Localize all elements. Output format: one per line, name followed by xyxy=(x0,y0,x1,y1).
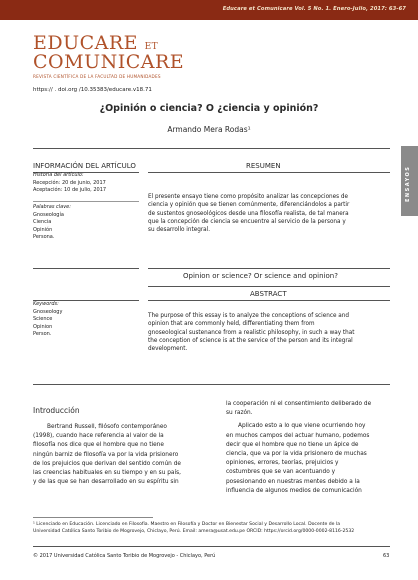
footnote-line: ¹ Licenciado en Educación. Licenciado en Filosofía. Maestro en Filosofía y Doctor en Bienestar Social y Desarrollo Local. Docente de la xyxy=(33,522,341,527)
copyright-line: © 2017 Universidad Católica Santo Toribio de Mogrovejo - Chiclayo, Perú xyxy=(33,553,216,559)
body-line: de los prejuicios que derivan del sentido común de xyxy=(33,460,181,467)
divider xyxy=(148,268,390,269)
divider xyxy=(33,201,139,202)
section-side-tab xyxy=(401,146,418,216)
body-line: filosofía nos dice que el hombre que no tiene xyxy=(33,442,164,449)
abstract-line: The purpose of this essay is to analyze the conceptions of science and xyxy=(148,313,349,319)
journal-issue-line: Educare et Comunicare Vol. 5 No. 1. Enero-Julio, 2017: 63-67 xyxy=(222,6,406,12)
info-heading: INFORMACIÓN DEL ARTÍCULO xyxy=(33,162,136,170)
body-line: influencia de algunos medios de comunicación xyxy=(226,487,362,494)
logo-word-et: ET xyxy=(144,42,159,52)
divider xyxy=(33,148,390,149)
resumen-body xyxy=(148,193,390,234)
resumen-line: su desarrollo integral. xyxy=(148,227,211,234)
article-author: Armando Mera Rodas¹ xyxy=(167,125,251,134)
body-line: decir que el hombre que no tiene un ápice de xyxy=(226,441,359,448)
body-right-column xyxy=(226,400,390,496)
body-line: Bertrand Russell, filósofo contemporáneo xyxy=(47,424,167,430)
resumen-line: El presente ensayo tiene como propósito analizar las concepciones de xyxy=(148,194,349,200)
keywords-es xyxy=(33,204,71,242)
keyword: Ciencia xyxy=(33,219,52,226)
body-line: en muchos campos del actuar humano, podemos xyxy=(226,432,370,439)
body-line: (1998), cuando hace referencia al valor de la xyxy=(33,433,164,440)
intro-heading: Introducción xyxy=(33,406,80,415)
keywords-label: Palabras clave: xyxy=(33,204,71,210)
abstract-line: the conception of science is at the service of the person and its integral xyxy=(148,337,353,344)
logo-subtitle: REVISTA CIENTÍFICA DE LA FACULTAD DE HUMANIDADES xyxy=(33,74,161,79)
keyword: Opinion xyxy=(33,323,53,330)
body-left-column xyxy=(33,423,203,487)
article-title: ¿Opinión o ciencia? O ¿ciencia y opinión? xyxy=(99,103,319,114)
abstract-line: development. xyxy=(148,346,188,353)
divider xyxy=(148,172,390,173)
footnote-divider xyxy=(33,517,153,518)
abstract-heading: ABSTRACT xyxy=(250,290,287,298)
body-line: su razón. xyxy=(226,410,253,417)
body-line: ciencia, que va por la vida prisionero de muchas xyxy=(226,451,367,458)
author-footnote xyxy=(33,521,390,535)
divider xyxy=(33,546,390,547)
body-line: la cooperación ni el consentimiento deliberado de xyxy=(226,401,372,407)
abstract-body xyxy=(148,312,390,353)
logo-word-educare: EDUCARE xyxy=(33,32,139,54)
keywords-en xyxy=(33,301,62,339)
keywords-label: Keywords: xyxy=(33,301,59,307)
keyword: Persona. xyxy=(33,234,55,241)
page-number: 63 xyxy=(383,553,390,559)
body-line: las creencias habituales en su tiempo y en su país, xyxy=(33,470,181,477)
abstract-line: gnoseological sustenance from a realistic philosophy, in such a way that xyxy=(148,329,355,336)
resumen-heading: RESUMEN xyxy=(246,162,281,170)
resumen-line: ciencia y opinión que se tienen comúnmente, diferenciándolos a partir xyxy=(148,202,350,209)
journal-logo xyxy=(33,34,184,79)
resumen-line: que la concepción de ciencia se encuentre al servicio de la persona y xyxy=(148,218,346,225)
body-line: Aplicado esto a lo que viene ocurriendo hoy xyxy=(238,423,366,430)
abstract-line: opinion that are commonly held, differentiating them from xyxy=(148,321,315,328)
keyword: Science xyxy=(33,316,53,323)
section-side-tab-label: ENSAYOS xyxy=(405,165,411,202)
doi-link[interactable]: https:// . doi.org /10.35383/educare.v18.71 xyxy=(33,87,152,93)
keyword: Gnoseology xyxy=(33,308,63,315)
divider xyxy=(33,384,390,385)
english-title: Opinion or science? Or science and opinion? xyxy=(183,272,338,280)
keyword: Opinión xyxy=(33,226,53,233)
body-line: posesionando en nuestras mentes debido a la xyxy=(226,478,360,485)
resumen-line: de sustentos gnoseológicos desde una filosofía realista, de tal manera xyxy=(148,210,349,217)
body-line: y de las que se han desarrollado en su espíritu sin xyxy=(33,479,179,486)
body-line: opiniones, errores, teorías, prejuicios y xyxy=(226,460,339,467)
journal-header-bar xyxy=(0,0,418,20)
accepted-date: Aceptación: 10 de julio, 2017 xyxy=(33,187,107,194)
history-label: Historia del artículo: xyxy=(33,172,84,178)
received-date: Recepción: 20 de junio, 2017 xyxy=(33,179,106,186)
keyword: Gnoseología xyxy=(33,211,64,218)
divider xyxy=(148,300,390,301)
divider xyxy=(148,286,390,287)
keyword: Person. xyxy=(33,331,52,338)
divider xyxy=(33,268,139,269)
article-history xyxy=(33,172,106,195)
logo-word-comunicare: COMUNICARE xyxy=(33,51,185,73)
body-line: costumbres que se van acentuando y xyxy=(226,469,336,476)
footnote-line: Universidad Católica Santo Toribio de Mogrovejo, Chiclayo, Perú. Email: amera@usat.edu.pe ORCID: https://orcid.org/0000-0002-8116-2532 xyxy=(33,529,355,534)
body-line: ningún barniz de filosofía va por la vida prisionero xyxy=(33,451,179,458)
